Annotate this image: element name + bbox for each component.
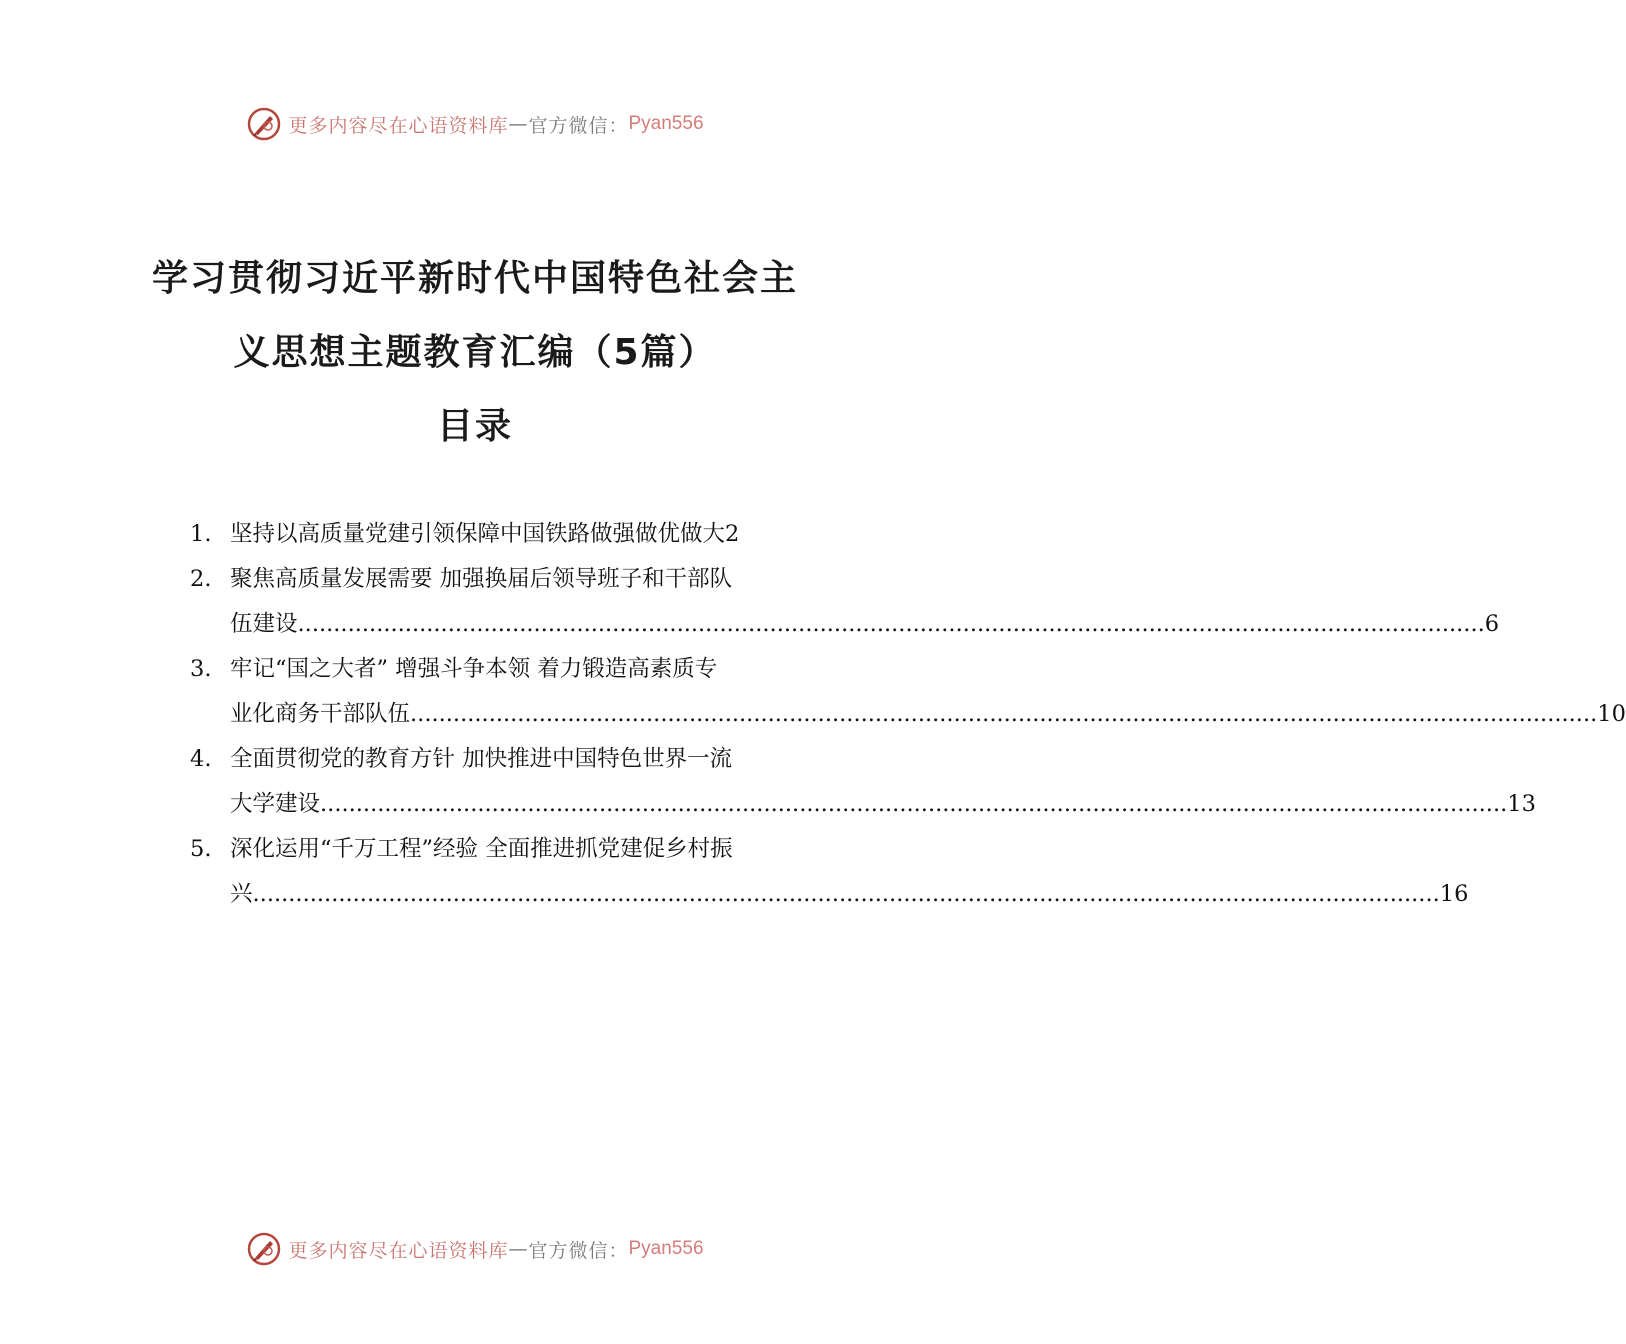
toc-leader-dots	[320, 782, 1507, 827]
banner-text: 更多内容尽在心语资料库	[288, 114, 509, 137]
toc-item-page: 13	[1507, 791, 1536, 817]
banner-wechat-label: 官方微信：	[528, 1239, 629, 1262]
banner-separator: —	[508, 113, 529, 135]
toc-item-page: 6	[1484, 611, 1500, 637]
pen-logo-icon	[246, 1231, 282, 1267]
toc-item[interactable]	[190, 647, 1626, 737]
toc-item[interactable]	[190, 737, 1536, 827]
toc-item-number: 3.	[190, 656, 212, 682]
toc-item-title-cont: 大学建设	[230, 791, 321, 817]
toc-item-page: 16	[1439, 881, 1469, 907]
table-of-contents	[190, 512, 1626, 917]
toc-item-title: 深化运用“千万工程”经验 全面推进抓党建促乡村振	[230, 836, 733, 862]
banner-wechat-id: Pyan556	[628, 1238, 704, 1259]
toc-leader-dots	[253, 872, 1440, 917]
toc-leader-dots	[410, 692, 1597, 737]
toc-item[interactable]	[190, 512, 815, 557]
toc-item[interactable]	[190, 827, 1469, 917]
banner-wechat-label: 官方微信：	[528, 114, 629, 137]
banner-wechat-id: Pyan556	[628, 113, 704, 134]
toc-item-title-cont: 业化商务干部队伍	[230, 701, 411, 727]
document-title-line-2: 义思想主题教育汇编（5篇）	[233, 332, 717, 373]
toc-item-title: 聚焦高质量发展需要 加强换届后领导班子和干部队	[230, 566, 733, 592]
banner-separator: —	[508, 1238, 529, 1260]
toc-item-title: 坚持以高质量党建引领保障中国铁路做强做优做大	[230, 521, 726, 547]
header-banner	[0, 106, 950, 142]
document-title-line-1: 学习贯彻习近平新时代中国特色社会主	[151, 258, 798, 299]
toc-item[interactable]	[190, 557, 1500, 647]
toc-item-title-cont: 伍建设	[230, 611, 298, 637]
footer-banner	[0, 1231, 950, 1267]
toc-item-number: 1.	[190, 521, 212, 547]
pen-logo-icon	[246, 106, 282, 142]
toc-item-number: 2.	[190, 566, 212, 592]
toc-item-page: 10	[1597, 701, 1626, 727]
toc-item-title: 全面贯彻党的教育方针 加快推进中国特色世界一流	[230, 746, 733, 772]
banner-text: 更多内容尽在心语资料库	[288, 1239, 509, 1262]
toc-item-number: 5.	[190, 836, 212, 862]
toc-leader-dots	[298, 602, 1485, 647]
toc-item-number: 4.	[190, 746, 212, 772]
toc-item-page: 2	[725, 521, 740, 547]
toc-item-title-cont: 兴	[230, 881, 253, 907]
toc-heading: 目录	[436, 406, 513, 447]
toc-item-title: 牢记“国之大者” 增强斗争本领 着力锻造高素质专	[230, 656, 718, 682]
